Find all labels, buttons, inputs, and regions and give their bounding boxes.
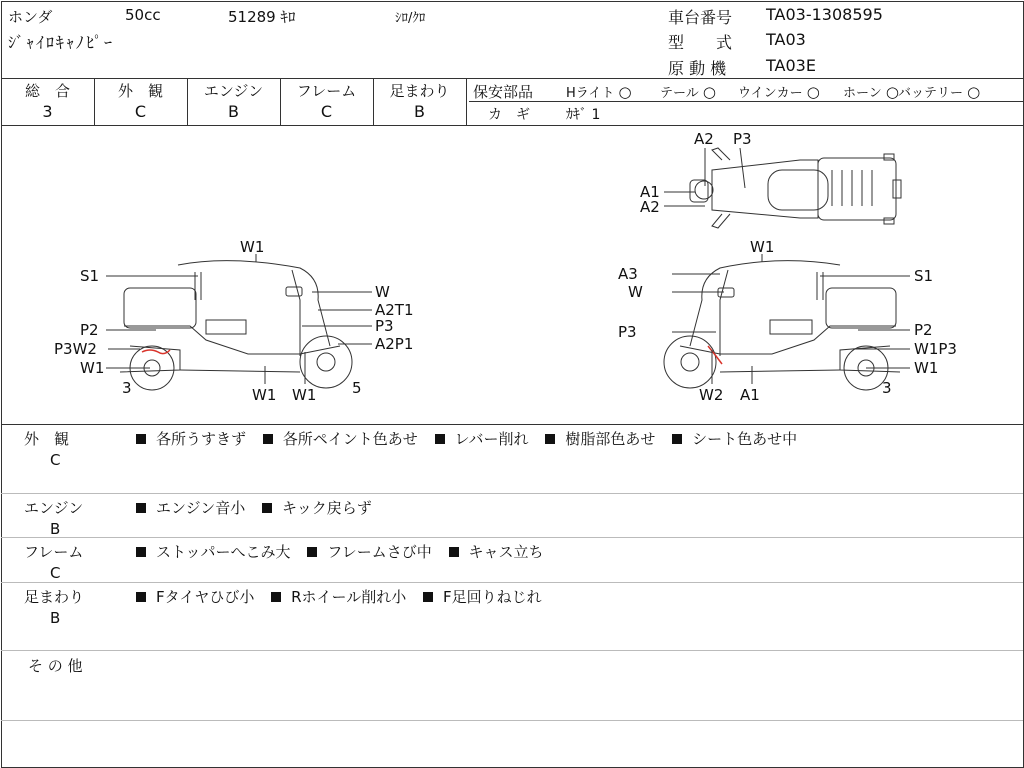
- label-right-p3: P3: [618, 323, 637, 341]
- ok-circle-icon: ○: [967, 83, 981, 101]
- type-value: TA03: [766, 30, 806, 49]
- bullet-square-icon: [136, 434, 146, 444]
- engine-value: TA03E: [766, 56, 816, 75]
- bullet-square-icon: [263, 434, 273, 444]
- model-name: ｼﾞｬｲﾛｷｬﾉﾋﾟｰ: [8, 33, 115, 52]
- label-left-3: 3: [122, 379, 132, 397]
- bullet-square-icon: [271, 592, 281, 602]
- bullet-square-icon: [262, 503, 272, 513]
- label-top-a2b: A2: [640, 198, 660, 216]
- safety-title: 保安部品: [473, 83, 534, 101]
- type-label: 型 式: [668, 33, 733, 52]
- safety-item-tail: テール ○: [660, 83, 716, 101]
- maker: ホンダ: [8, 8, 53, 26]
- remark-category-other: そ の 他: [28, 657, 83, 675]
- ok-circle-icon: ○: [806, 83, 820, 101]
- label-left-w1d: W1: [292, 386, 317, 404]
- key-label: カ ギ: [488, 107, 530, 123]
- remark-category-frame: フレーム C: [24, 543, 84, 582]
- left-side-scooter: [120, 261, 352, 390]
- safety-item-horn: ホーン ○: [843, 83, 899, 101]
- displacement: 50cc: [125, 6, 161, 24]
- divider: [1, 424, 1023, 425]
- grade-label-exterior: 外 観: [117, 82, 163, 100]
- label-left-a2p1: A2P1: [375, 335, 414, 353]
- grade-value-exterior: C: [134, 102, 147, 121]
- remark-category-suspension: 足まわり B: [24, 588, 85, 627]
- label-right-w1p3: W1P3: [914, 340, 957, 358]
- label-top-a2: A2: [694, 130, 714, 148]
- label-left-p2: P2: [80, 321, 99, 339]
- label-left-p3w2: P3W2: [54, 340, 97, 358]
- label-right-w1b: W1: [914, 359, 939, 377]
- bullet-square-icon: [136, 547, 146, 557]
- label-left-w1b: W1: [80, 359, 105, 377]
- divider: [469, 101, 1023, 102]
- bullet-square-icon: [136, 592, 146, 602]
- divider: [466, 78, 467, 125]
- label-left-5: 5: [352, 379, 362, 397]
- grade-label-engine: エンジン: [203, 82, 264, 100]
- damage-marks: [142, 346, 722, 364]
- label-left-w: W: [375, 283, 390, 301]
- color: ｼﾛ/ｸﾛ: [395, 11, 426, 26]
- ok-circle-icon: ○: [885, 83, 899, 101]
- remark-items-suspension: Fタイヤひび小 Rホイール削れ小 F足回りねじれ: [136, 586, 554, 607]
- bullet-square-icon: [545, 434, 555, 444]
- grade-label-suspension: 足まわり: [389, 82, 450, 100]
- label-right-w1: W1: [750, 238, 775, 256]
- divider: [1, 582, 1023, 583]
- bullet-square-icon: [136, 503, 146, 513]
- grade-value-engine: B: [228, 102, 239, 121]
- label-right-a3: A3: [618, 265, 638, 283]
- label-right-w2: W2: [699, 386, 724, 404]
- label-left-s1: S1: [80, 267, 100, 285]
- chassis-value: TA03-1308595: [766, 5, 883, 24]
- mileage: 51289 ｷﾛ: [228, 8, 296, 26]
- safety-item-winker: ウインカー ○: [738, 83, 820, 101]
- engine-label: 原 動 機: [668, 59, 727, 78]
- grade-value-frame: C: [320, 102, 333, 121]
- grade-value-overall: 3: [42, 102, 53, 121]
- divider: [1, 537, 1023, 538]
- ok-circle-icon: ○: [702, 83, 716, 101]
- label-top-p3: P3: [733, 130, 752, 148]
- label-right-p2: P2: [914, 321, 933, 339]
- label-left-p3: P3: [375, 317, 394, 335]
- safety-item-headlight: Hライト ○: [566, 83, 632, 101]
- divider: [1, 78, 1023, 79]
- bullet-square-icon: [423, 592, 433, 602]
- label-right-a1: A1: [740, 386, 760, 404]
- grade-label-overall: 総 合: [24, 82, 70, 100]
- label-left-a2t1: A2T1: [375, 301, 414, 319]
- safety-item-battery: バッテリー ○: [898, 83, 981, 101]
- label-left-w1: W1: [240, 238, 265, 256]
- remark-items-frame: ストッパーへこみ大 フレームさび中 キャス立ち: [136, 541, 556, 562]
- label-left-w1c: W1: [252, 386, 277, 404]
- bullet-square-icon: [435, 434, 445, 444]
- ok-circle-icon: ○: [618, 83, 632, 101]
- remark-items-exterior: 各所うすきず 各所ペイント色あせ レバー削れ 樹脂部色あせ シート色あせ中: [136, 428, 809, 449]
- remark-category-engine: エンジン B: [24, 499, 84, 538]
- top-view-scooter: [690, 148, 901, 228]
- divider: [1, 650, 1023, 651]
- bullet-square-icon: [307, 547, 317, 557]
- divider: [1, 493, 1023, 494]
- right-side-scooter: [664, 261, 900, 390]
- grade-value-suspension: B: [414, 102, 425, 121]
- bullet-square-icon: [672, 434, 682, 444]
- remark-items-engine: エンジン音小 キック戻らず: [136, 497, 384, 518]
- diagram-labels: [54, 130, 957, 404]
- label-right-w: W: [628, 283, 643, 301]
- divider: [1, 720, 1023, 721]
- remark-category-exterior: 外 観 C: [24, 430, 70, 469]
- bullet-square-icon: [449, 547, 459, 557]
- grade-label-frame: フレーム: [296, 82, 357, 100]
- label-right-3: 3: [882, 379, 892, 397]
- label-top-a1: A1: [640, 183, 660, 201]
- label-right-s1: S1: [914, 267, 934, 285]
- damage-diagram: [0, 126, 1024, 424]
- chassis-label: 車台番号: [668, 8, 733, 27]
- key-value: ｶｷﾞ 1: [566, 107, 601, 123]
